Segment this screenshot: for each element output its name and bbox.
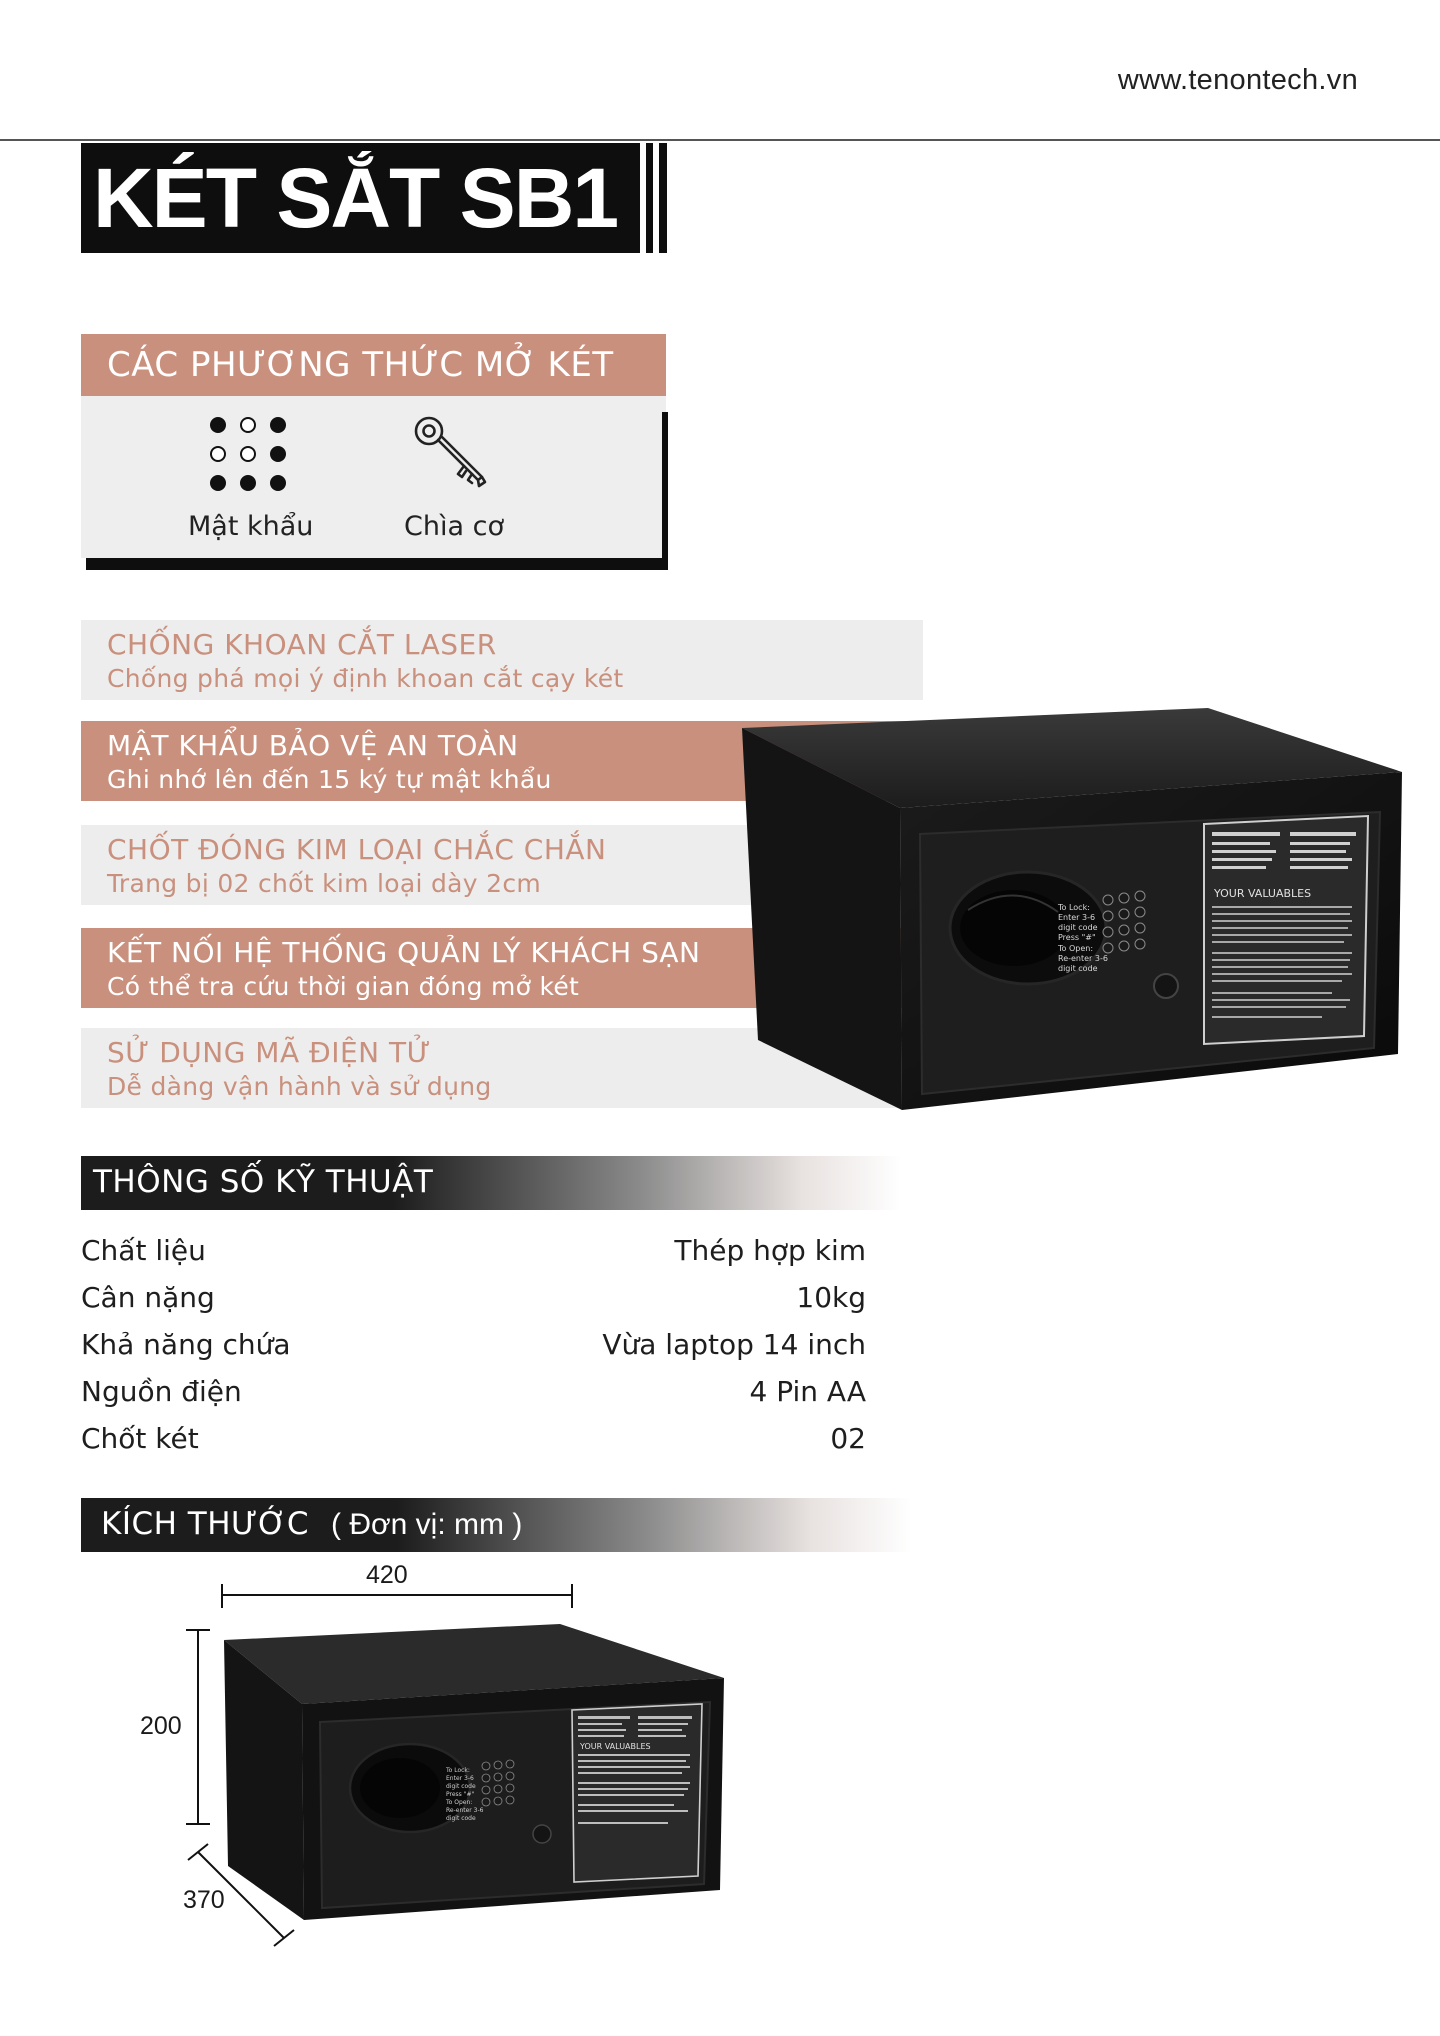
spec-value: 10kg <box>796 1281 866 1314</box>
svg-text:Press "#": Press "#" <box>1058 933 1096 942</box>
spec-row <box>81 1328 866 1372</box>
svg-text:digit code: digit code <box>446 1815 476 1822</box>
specs-heading: THÔNG SỐ KỸ THUẬT <box>93 1164 434 1200</box>
feature-title: KẾT NỐI HỆ THỐNG QUẢN LÝ KHÁCH SẠN <box>107 936 701 969</box>
key-icon <box>412 414 490 496</box>
feature-item <box>81 620 923 700</box>
spec-label: Chất liệu <box>81 1234 206 1267</box>
feature-title: CHỐT ĐÓNG KIM LOẠI CHẮC CHẮN <box>107 833 607 866</box>
svg-text:Enter 3-6: Enter 3-6 <box>1058 913 1096 922</box>
svg-text:Enter 3-6: Enter 3-6 <box>446 1775 474 1782</box>
feature-title: MẬT KHẨU BẢO VỆ AN TOÀN <box>107 729 519 762</box>
spec-value: Thép hợp kim <box>674 1234 866 1267</box>
spec-row <box>81 1234 866 1278</box>
feature-desc: Ghi nhớ lên đến 15 ký tự mật khẩu <box>107 765 552 794</box>
spec-row <box>81 1375 866 1419</box>
title-stripe <box>659 143 667 253</box>
svg-text:digit code: digit code <box>446 1783 476 1790</box>
spec-label: Nguồn điện <box>81 1375 242 1408</box>
dimension-diagram <box>180 1560 760 1960</box>
top-divider <box>0 139 1440 141</box>
safe-panel-heading: YOUR VALUABLES <box>1214 887 1312 900</box>
feature-desc: Có thể tra cứu thời gian đóng mở két <box>107 972 580 1001</box>
svg-text:Press "#": Press "#" <box>446 1791 475 1798</box>
svg-text:Re-enter 3-6: Re-enter 3-6 <box>1058 954 1108 963</box>
spec-row <box>81 1281 866 1325</box>
spec-label: Khả năng chứa <box>81 1328 291 1361</box>
safe-panel-heading: YOUR VALUABLES <box>580 1742 651 1751</box>
svg-text:Re-enter 3-6: Re-enter 3-6 <box>446 1807 484 1814</box>
dimensions-unit: ( Đơn vị: mm ) <box>331 1508 523 1541</box>
dimension-width-label: 420 <box>366 1561 408 1589</box>
title-stripe <box>633 143 640 253</box>
dimension-depth-label: 370 <box>183 1886 225 1914</box>
dimension-height-label: 200 <box>140 1712 182 1740</box>
box-shadow <box>662 412 668 570</box>
website-url: www.tenontech.vn <box>1117 64 1358 96</box>
svg-text:digit code: digit code <box>1058 964 1098 973</box>
dimensions-heading: KÍCH THƯỚC <box>101 1506 310 1542</box>
spec-value: Vừa laptop 14 inch <box>602 1328 866 1361</box>
svg-text:To Lock:: To Lock: <box>446 1767 470 1774</box>
feature-title: SỬ DỤNG MÃ ĐIỆN TỬ <box>107 1036 432 1069</box>
spec-value: 4 Pin AA <box>749 1375 866 1408</box>
method-label-key: Chìa cơ <box>404 511 504 542</box>
feature-desc: Dễ dàng vận hành và sử dụng <box>107 1072 492 1101</box>
page-title: KÉT SẮT SB1 <box>93 151 618 245</box>
dimensions-header <box>81 1498 911 1552</box>
feature-desc: Chống phá mọi ý định khoan cắt cạy két <box>107 664 624 693</box>
box-shadow <box>86 558 668 570</box>
svg-text:To Open:: To Open: <box>446 1799 473 1806</box>
spec-value: 02 <box>830 1422 866 1455</box>
specs-header <box>81 1156 901 1210</box>
svg-text:To Lock:: To Lock: <box>1058 903 1090 912</box>
svg-text:To Open:: To Open: <box>1058 944 1094 953</box>
opening-methods-heading: CÁC PHƯƠNG THỨC MỞ KÉT <box>107 345 614 385</box>
title-stripe <box>646 143 653 253</box>
safe-product-image <box>738 700 1408 1112</box>
opening-methods-box <box>81 396 666 558</box>
spec-label: Chốt két <box>81 1422 199 1455</box>
feature-title: CHỐNG KHOAN CẮT LASER <box>107 628 497 661</box>
feature-desc: Trang bị 02 chốt kim loại dày 2cm <box>107 869 542 898</box>
method-label-password: Mật khẩu <box>188 511 314 542</box>
opening-methods-header <box>81 334 666 396</box>
keypad-icon <box>208 414 288 494</box>
spec-label: Cân nặng <box>81 1281 215 1314</box>
svg-text:digit code: digit code <box>1058 923 1098 932</box>
spec-row <box>81 1422 866 1466</box>
